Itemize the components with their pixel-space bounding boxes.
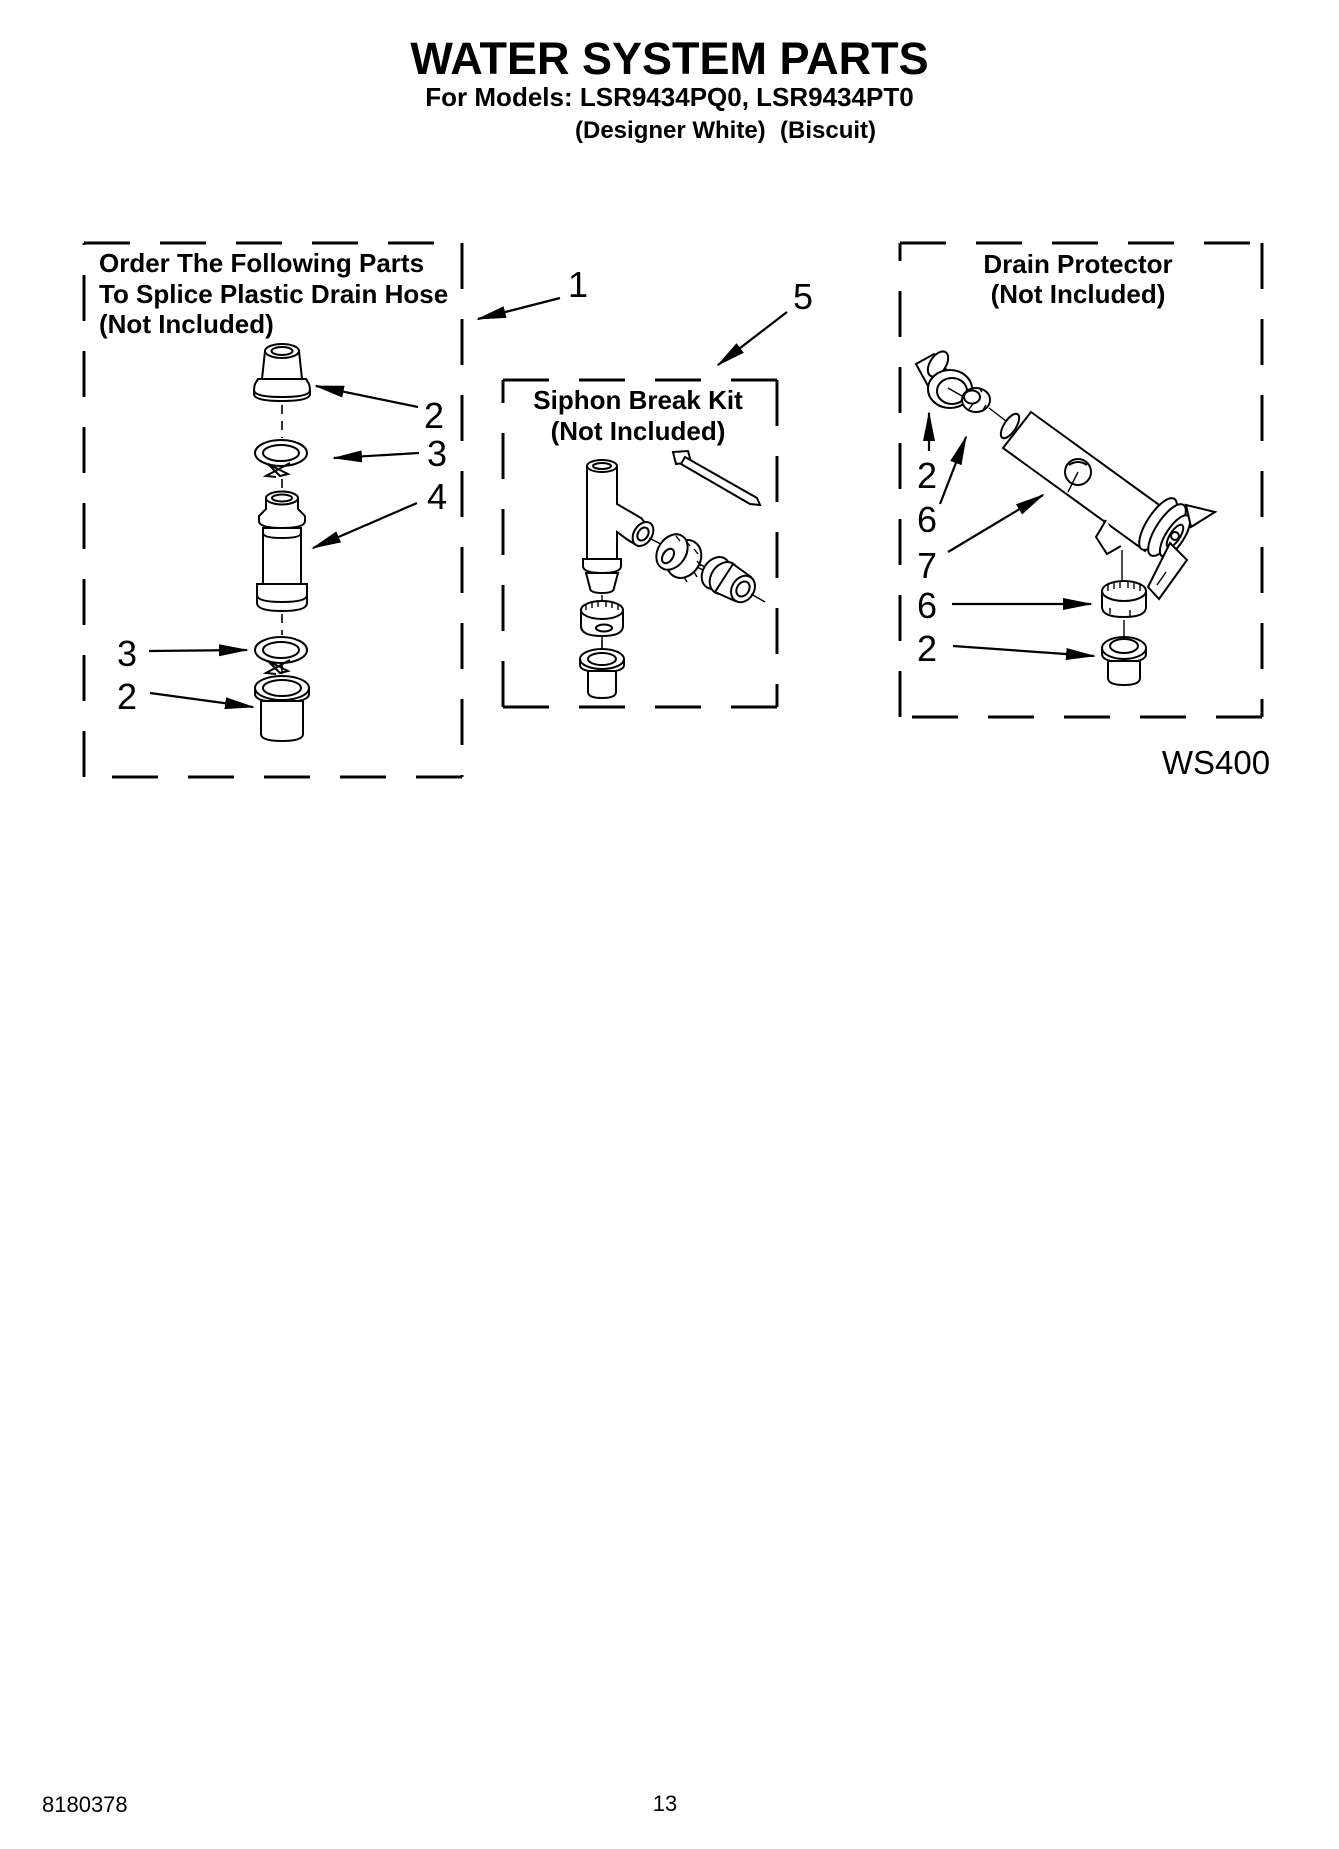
splice-box-title-line3: (Not Included) [99,309,274,339]
callout-number: 3 [116,633,138,674]
callout-arrow-3-upper [334,453,419,458]
standpipe-fin [1186,505,1215,527]
drain-clamp-band-drawing [1102,581,1146,617]
splice-box-title-line1: Order The Following Parts [99,248,425,278]
siphon-break-tube-drawing [583,460,658,593]
document-number: 8180378 [42,1792,128,1817]
clamp-band-drawing [581,601,623,636]
drain-box-title-line1: Drain Protector [983,249,1173,279]
callout-arrow-4 [313,503,417,548]
callout-number: 6 [916,499,938,540]
drain-box-title-line2: (Not Included) [990,279,1166,309]
siphon-box-title-line2: (Not Included) [550,416,726,446]
splice-connector-drawing [257,492,307,612]
callout-number: 4 [426,476,448,517]
exploded-axis-line [989,408,1006,421]
callout-number: 1 [567,264,589,305]
diagram-code: WS400 [1161,744,1271,781]
callout-arrow-6-top [940,437,966,504]
page-title: WATER SYSTEM PARTS [410,33,929,84]
callout-number: 2 [423,395,445,436]
siphon-box-title-line1: Siphon Break Kit [533,385,743,415]
cable-tie-drawing [673,451,760,505]
drain-coupling-lower-drawing [1102,637,1146,685]
callout-arrow-2-lower [150,693,253,707]
drain-protector-box [900,243,1262,717]
callout-arrow-2-bottom [953,646,1094,656]
color-variant-designer-white: (Designer White) [575,117,766,144]
hose-coupling-upper-drawing [254,344,310,401]
callout-1 [478,264,588,319]
callout-arrow-2-upper [316,386,418,407]
splice-parts-box [84,243,462,777]
splice-box-title-line2: To Splice Plastic Drain Hose [99,279,449,309]
callout-number: 7 [916,545,938,586]
page-number: 13 [652,1791,678,1816]
siphon-fitting-drawing [580,649,624,698]
models-line: For Models: LSR9434PQ0, LSR9434PT0 [425,82,914,112]
siphon-break-kit-box [503,380,777,707]
callout-number: 6 [916,585,938,626]
color-variant-biscuit: (Biscuit) [780,117,876,144]
callout-arrow-7 [948,495,1043,552]
callout-number: 2 [916,455,938,496]
callout-arrow-3-lower [149,650,247,651]
spring-clamp-upper-drawing [255,440,307,477]
callout-number: 3 [426,433,448,474]
ribbed-nut-drawing [650,528,708,584]
siphon-coupling-drawing [696,552,765,607]
callout-5 [718,276,813,365]
callout-number: 2 [116,676,138,717]
callout-number: 2 [916,628,938,669]
callout-number: 5 [792,276,814,317]
drain-ribbed-nut-drawing [962,388,990,412]
hose-coupling-lower-drawing [255,676,309,741]
standpipe-drawing [997,411,1215,599]
spring-clamp-lower-drawing [255,637,307,674]
